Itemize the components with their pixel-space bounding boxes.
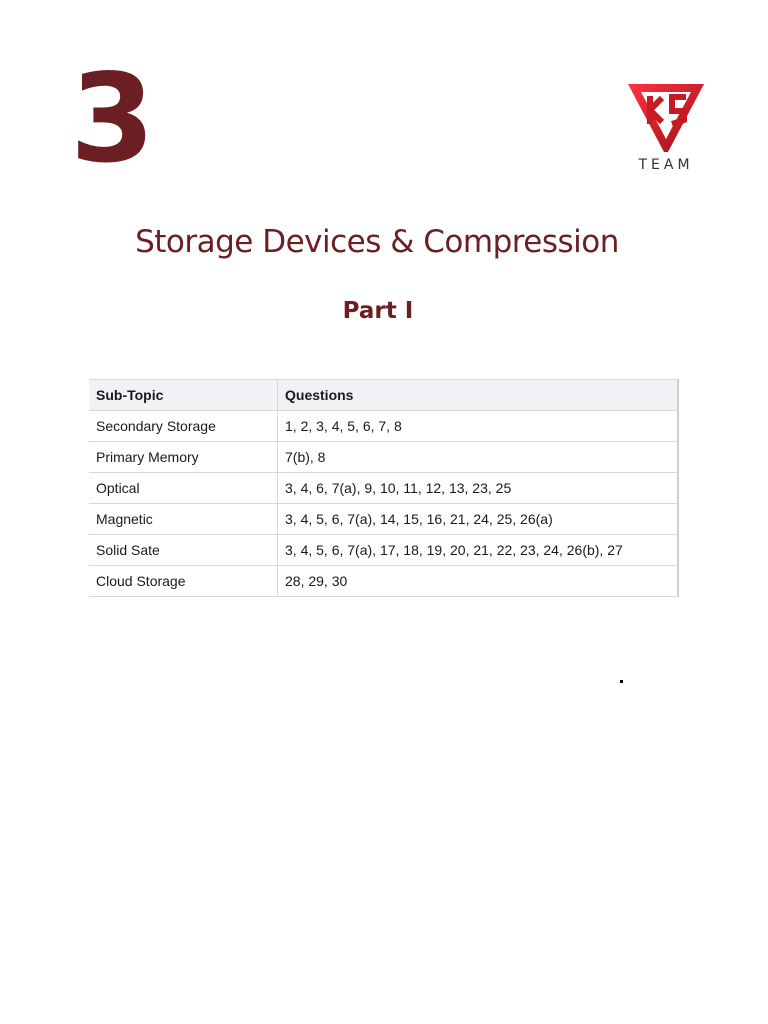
chapter-number: 3 [70,48,153,190]
part-label: Part I [342,298,414,324]
table-header-row [89,380,678,411]
subtopic-cell: Cloud Storage [89,566,278,597]
subtopic-cell: Secondary Storage [89,411,278,442]
page-title: Storage Devices & Compression [135,224,619,260]
subtopic-cell: Primary Memory [89,442,278,473]
logo-text: TEAM [638,157,694,173]
table-row [89,504,678,535]
subtopic-table [89,379,679,597]
logo-mark-icon [628,84,704,154]
subtopic-cell: Solid Sate [89,535,278,566]
questions-cell: 1, 2, 3, 4, 5, 6, 7, 8 [278,411,679,442]
table-row [89,473,678,504]
column-header-questions: Questions [278,380,679,411]
table-row [89,566,678,597]
questions-cell: 7(b), 8 [278,442,679,473]
questions-cell: 28, 29, 30 [278,566,679,597]
table-row [89,411,678,442]
stray-dot-mark [620,680,623,683]
table-row [89,535,678,566]
column-header-subtopic: Sub-Topic [89,380,278,411]
questions-cell: 3, 4, 5, 6, 7(a), 14, 15, 16, 21, 24, 25, 26(a) [278,504,679,535]
table-row [89,442,678,473]
questions-cell: 3, 4, 5, 6, 7(a), 17, 18, 19, 20, 21, 22, 23, 24, 26(b), 27 [278,535,679,566]
subtopic-cell: Magnetic [89,504,278,535]
team-logo [626,84,706,180]
subtopic-cell: Optical [89,473,278,504]
questions-cell: 3, 4, 6, 7(a), 9, 10, 11, 12, 13, 23, 25 [278,473,679,504]
